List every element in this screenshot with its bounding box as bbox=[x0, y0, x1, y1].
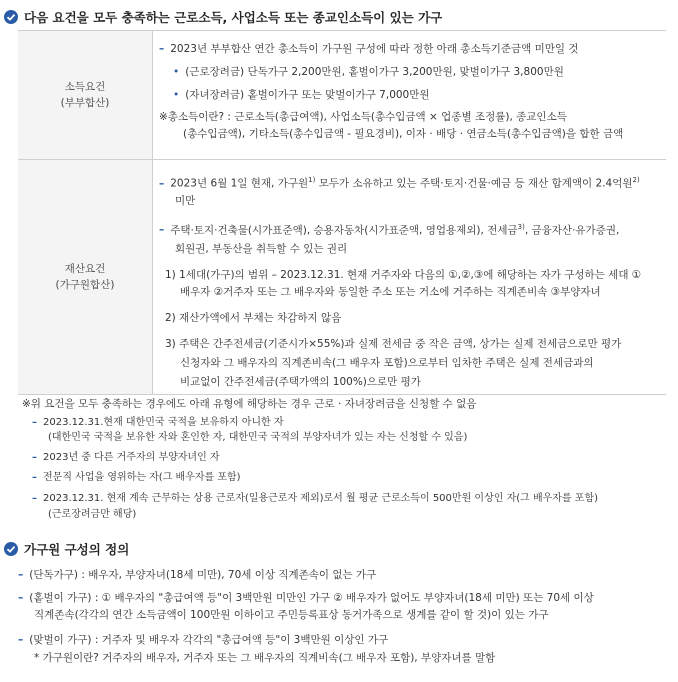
property-footnote: 3) 주택은 간주전세금(기준시가×55%)과 실제 전세금 중 작은 금액, 상가는 실제 전세금으로만 평가 bbox=[165, 338, 622, 350]
household-definition: – (단독가구) : 배우자, 부양자녀(18세 미만), 70세 이상 직계존속이 없는 가구 bbox=[18, 569, 377, 581]
property-line: – 주택·토지·건축물(시가표준액), 승용자동차(시가표준액, 영업용제외), 전세금$^{3)}$, 금융자산·유가증권, bbox=[159, 222, 620, 236]
exclusion-item-continued: (대한민국 국적을 보유한 자와 혼인한 자, 대한민국 국적의 부양자녀가 있는 자는 신청할 수 있음) bbox=[48, 432, 468, 443]
income-line: – 2023년 부부합산 연간 총소득이 가구원 구성에 따라 정한 아래 총소득기준금액 미만일 것 bbox=[159, 43, 579, 55]
household-definition-continued: 직계존속(각각의 연간 소득금액이 100만원 이하이고 주민등록표상 동거가족으로 생계를 같이 할 것)이 있는 가구 bbox=[34, 609, 549, 621]
household-definition: – (맞벌이 가구) : 거주자 및 배우자 각각의 "총급여액 등"이 3백만원 이상인 가구 bbox=[18, 634, 389, 646]
income-requirement-content bbox=[153, 31, 667, 160]
income-requirement-header: 소득요건 (부부합산) bbox=[18, 31, 153, 160]
household-definition: – (홑벌이 가구) : ① 배우자의 "총급여액 등"이 3백만원 미만인 가구 ② 배우자가 없어도 부양자녀(18세 미만) 또는 70세 이상 bbox=[18, 592, 594, 604]
exclusion-item-continued: (근로장려금만 해당) bbox=[48, 509, 137, 520]
section-heading-household bbox=[4, 540, 129, 558]
income-bullet: • (자녀장려금) 홑벌이가구 또는 맞벌이가구 7,000만원 bbox=[173, 89, 430, 101]
property-requirement-header: 재산요건 (가구원합산) bbox=[18, 160, 153, 395]
exclusion-item: – 2023.12.31.현재 대한민국 국적을 보유하지 아니한 자 bbox=[32, 417, 284, 428]
check-circle-icon bbox=[4, 542, 18, 556]
income-note: ※총소득이란? : 근로소득(총급여액), 사업소득(총수입금액 × 업종별 조정률), 종교인소득 bbox=[159, 111, 567, 123]
property-requirement-content bbox=[153, 160, 667, 395]
household-definition-note: * 가구원이란? 거주자의 배우자, 거주자 또는 그 배우자의 직계비속(그 배우자 포함), 부양자녀를 말함 bbox=[34, 652, 496, 664]
property-line-continued: 회원권, 부동산을 취득할 수 있는 권리 bbox=[175, 243, 348, 255]
section-heading-eligibility bbox=[4, 8, 442, 26]
income-note-continued: (총수입금액), 기타소득(총수입금액 - 필요경비), 이자 · 배당 · 연금소득(총수입금액)을 합한 금액 bbox=[183, 128, 624, 140]
property-footnote-continued: 비교없이 간주전세금(주택가액의 100%)으로만 평가 bbox=[180, 376, 421, 388]
section-title: 다음 요건을 모두 충족하는 근로소득, 사업소득 또는 종교인소득이 있는 가구 bbox=[24, 10, 443, 25]
property-requirement-row bbox=[18, 160, 666, 395]
property-footnote: 2) 재산가액에서 부채는 차감하지 않음 bbox=[165, 312, 342, 324]
property-footnote: 1) 1세대(가구)의 범위 – 2023.12.31. 현재 거주자와 다음의 ①,②,③에 해당하는 자가 구성하는 세대 ① bbox=[165, 269, 642, 281]
property-footnote-continued: 신청자와 그 배우자의 직계존비속(그 배우자 포함)으로부터 임차한 주택은 실제 전세금과의 bbox=[180, 357, 594, 369]
income-requirement-row bbox=[18, 31, 666, 160]
property-line: – 2023년 6월 1일 현재, 가구원$^{1)}$ 모두가 소유하고 있는 주택·토지·건물·예금 등 재산 합계액이 2.4억원$^{2)}$ bbox=[159, 176, 640, 190]
income-bullet: • (근로장려금) 단독가구 2,200만원, 홑벌이가구 3,200만원, 맞벌이가구 3,800만원 bbox=[173, 66, 564, 78]
exclusion-title: ※위 요건을 모두 충족하는 경우에도 아래 유형에 해당하는 경우 근로 · 자녀장려금을 신청할 수 없음 bbox=[22, 398, 477, 410]
requirements-table bbox=[18, 30, 666, 395]
exclusion-item: – 전문직 사업을 영위하는 자(그 배우자를 포함) bbox=[32, 472, 241, 483]
check-circle-icon bbox=[4, 10, 18, 24]
exclusion-item: – 2023.12.31. 현재 계속 근무하는 상용 근로자(일용근로자 제외)로서 월 평균 근로소득이 500만원 이상인 자(그 배우자를 포함) bbox=[32, 493, 599, 504]
property-footnote-continued: 배우자 ②거주자 또는 그 배우자와 동일한 주소 또는 거소에 거주하는 직계존비속 ③부양자녀 bbox=[180, 286, 601, 298]
section-title: 가구원 구성의 정의 bbox=[24, 542, 130, 557]
property-line-continued: 미만 bbox=[175, 194, 196, 207]
exclusion-item: – 2023년 중 다른 거주자의 부양자녀인 자 bbox=[32, 452, 220, 463]
